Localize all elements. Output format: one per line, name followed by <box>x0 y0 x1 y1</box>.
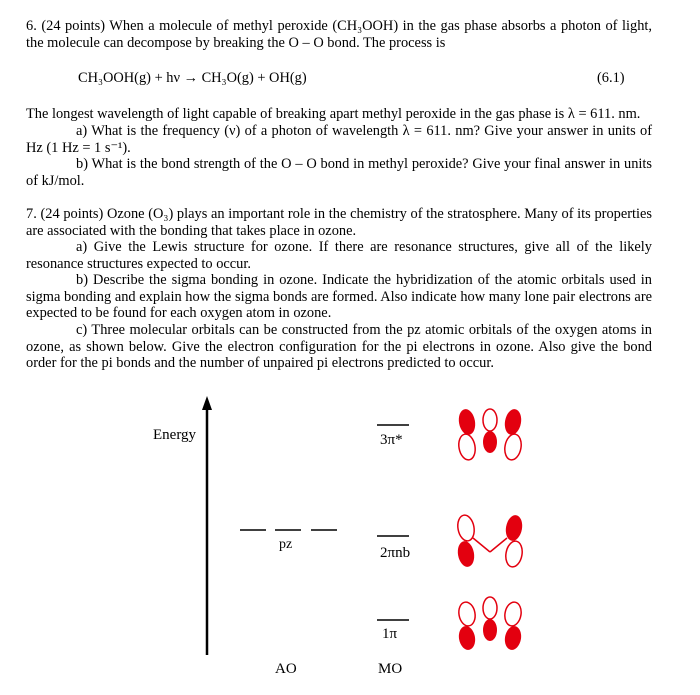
ao-axis-label: AO <box>275 661 297 677</box>
q6-equation: CH₃OOH(g) + hν → CH₃O(g) + OH(g) <box>78 70 307 86</box>
q6-part-a: a) What is the frequency (ν) of a photon of wavelength λ = 611. nm? Give your answer in units of Hz (1 Hz = 1 s⁻¹). <box>26 123 652 156</box>
q6-equation-number: (6.1) <box>597 70 625 86</box>
orbital-bonding-1pi <box>457 597 523 651</box>
mo-label-bonding: 1π <box>382 626 398 642</box>
q6-part-b: b) What is the bond strength of the O – O bond in methyl peroxide? Give your final answer in units of kJ/mol. <box>26 156 652 189</box>
q7-part-a: a) Give the Lewis structure for ozone. If there are resonance structures, give all of the likely resonance structures expected to occur. <box>26 239 652 272</box>
mo-axis-label: MO <box>378 661 403 677</box>
q6-intro: 6. (24 points) When a molecule of methyl peroxide (CH₃OOH) in the gas phase absorbs a photon of light, the molecule can decompose by breaking the O – O bond. The process is <box>26 18 652 51</box>
q6-wavelength-text: The longest wavelength of light capable of breaking apart methyl peroxide in the gas phase is λ = 611. nm. <box>26 106 641 122</box>
orbital-antibonding-3pi-star <box>457 408 523 461</box>
q7-part-b: b) Describe the sigma bonding in ozone. Indicate the hybridization of the atomic orbitals used in sigma bonding and explain how the sigma bonds are formed. Also indicate how many lone pair electrons are expected to be found for each oxygen atom in ozone. <box>26 272 652 321</box>
mo-label-antibonding: 3π* <box>380 432 403 448</box>
orbital-nonbonding-2pi <box>456 514 524 568</box>
q7-intro: 7. (24 points) Ozone (O₃) plays an important role in the chemistry of the stratosphere. Many of its properties are associated with the bonding that takes place in ozone. <box>26 206 652 239</box>
ao-level-label: pz <box>279 537 293 552</box>
q7-part-c: c) Three molecular orbitals can be constructed from the pz atomic orbitals of the oxygen atoms in ozone, as shown below. Give the electron configuration for the pi electrons in ozone. Also give the bond order for the pi bonds and the number of unpaired pi electrons predicted to occur. <box>26 322 652 371</box>
mo-label-nonbonding: 2πnb <box>380 545 411 561</box>
energy-axis-arrow <box>202 396 212 410</box>
energy-label: Energy <box>153 427 197 443</box>
